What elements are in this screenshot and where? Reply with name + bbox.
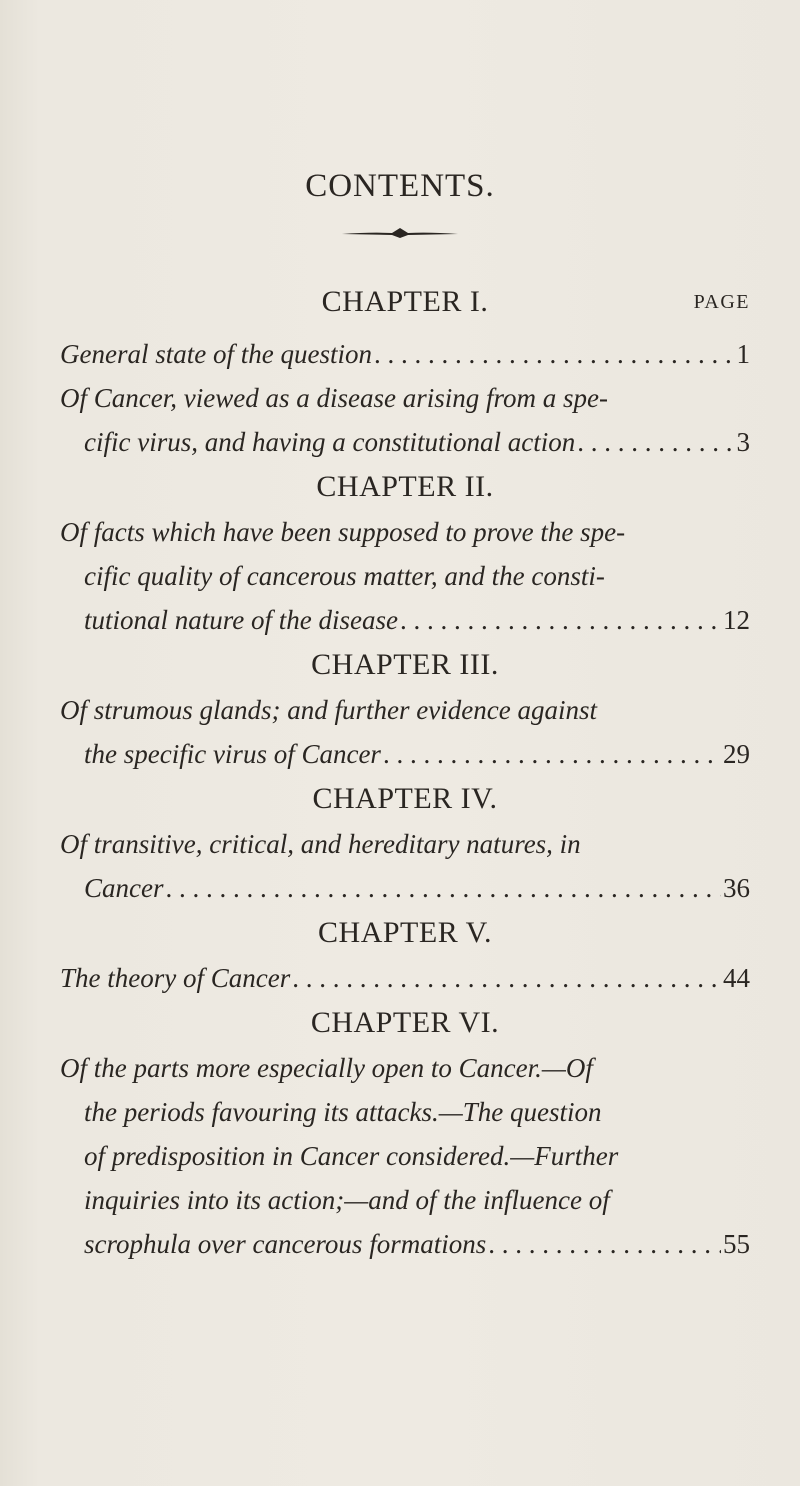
chapter-heading — [60, 642, 750, 688]
toc-entry-line: Of the parts more especially open to Cancer.—Of — [60, 1053, 593, 1083]
divider-ornament — [340, 226, 460, 240]
toc-entry-last-line — [60, 956, 750, 1000]
toc-page-number: 29 — [723, 739, 750, 769]
dot-leader — [381, 732, 721, 776]
toc-entry-line: of predisposition in Cancer considered.—Further — [84, 1141, 619, 1171]
chapter-heading-text: CHAPTER III. — [311, 648, 499, 681]
toc-entry-text: cific virus, and having a constitutional action — [84, 427, 576, 457]
page-column-label: PAGE — [693, 291, 750, 313]
toc-entry-line: Of Cancer, viewed as a disease arising from a spe- — [60, 383, 608, 413]
chapter-heading-text: CHAPTER I. — [321, 285, 489, 318]
chapter-heading-text: CHAPTER IV. — [312, 782, 498, 815]
toc-entry — [60, 332, 750, 376]
toc-entry-text: tutional nature of the disease — [84, 605, 398, 635]
toc-page-number: 55 — [723, 1229, 750, 1259]
toc-entry-line: Of facts which have been supposed to prove the spe- — [60, 517, 626, 547]
dot-leader — [575, 420, 734, 464]
toc-entry-last-line — [60, 420, 750, 464]
toc-entry-last-line — [60, 598, 750, 642]
chapter-heading — [60, 1000, 750, 1046]
chapter-heading — [60, 910, 750, 956]
toc-entry-line: Of transitive, critical, and hereditary natures, in — [60, 829, 581, 859]
toc-entry — [60, 688, 750, 776]
dot-leader — [486, 1222, 721, 1266]
toc-entry — [60, 956, 750, 1000]
toc-entry-line: the periods favouring its attacks.—The question — [84, 1097, 602, 1127]
chapter-heading — [60, 464, 750, 510]
chapter-heading-text: CHAPTER II. — [316, 470, 494, 503]
page-title: CONTENTS. — [305, 168, 495, 204]
dot-leader — [372, 332, 735, 376]
toc-entry-text: The theory of Cancer — [60, 963, 291, 993]
dot-leader — [163, 866, 721, 910]
toc-entry-last-line — [60, 332, 750, 376]
toc-entry — [60, 376, 750, 464]
toc-page-number: 3 — [736, 427, 750, 457]
toc-entry-line: Of strumous glands; and further evidence against — [60, 695, 597, 725]
toc-entry-text: the specific virus of Cancer — [84, 739, 381, 769]
chapter-heading-text: CHAPTER V. — [318, 916, 492, 949]
toc-entry-text: Cancer — [84, 873, 164, 903]
toc-entry-text: scrophula over cancerous formations — [84, 1229, 487, 1259]
toc-entry — [60, 822, 750, 910]
table-of-contents — [60, 252, 750, 1266]
chapter-heading — [60, 272, 750, 332]
toc-entry-line: cific quality of cancerous matter, and the consti- — [84, 561, 605, 591]
toc-entry-last-line — [60, 866, 750, 910]
chapter-heading-text: CHAPTER VI. — [310, 1006, 500, 1039]
toc-entry-line: inquiries into its action;—and of the influence of — [84, 1185, 610, 1215]
toc-entry-last-line — [60, 732, 750, 776]
toc-entry-text: General state of the question — [60, 339, 372, 369]
toc-page-number: 1 — [736, 339, 750, 369]
toc-page-number: 36 — [723, 873, 750, 903]
dot-leader — [398, 598, 721, 642]
toc-entry — [60, 1046, 750, 1266]
dot-leader — [290, 956, 721, 1000]
toc-page-number: 44 — [723, 963, 750, 993]
toc-page-number: 12 — [723, 605, 750, 635]
chapter-heading — [60, 776, 750, 822]
toc-entry — [60, 510, 750, 642]
toc-entry-last-line — [60, 1222, 750, 1266]
